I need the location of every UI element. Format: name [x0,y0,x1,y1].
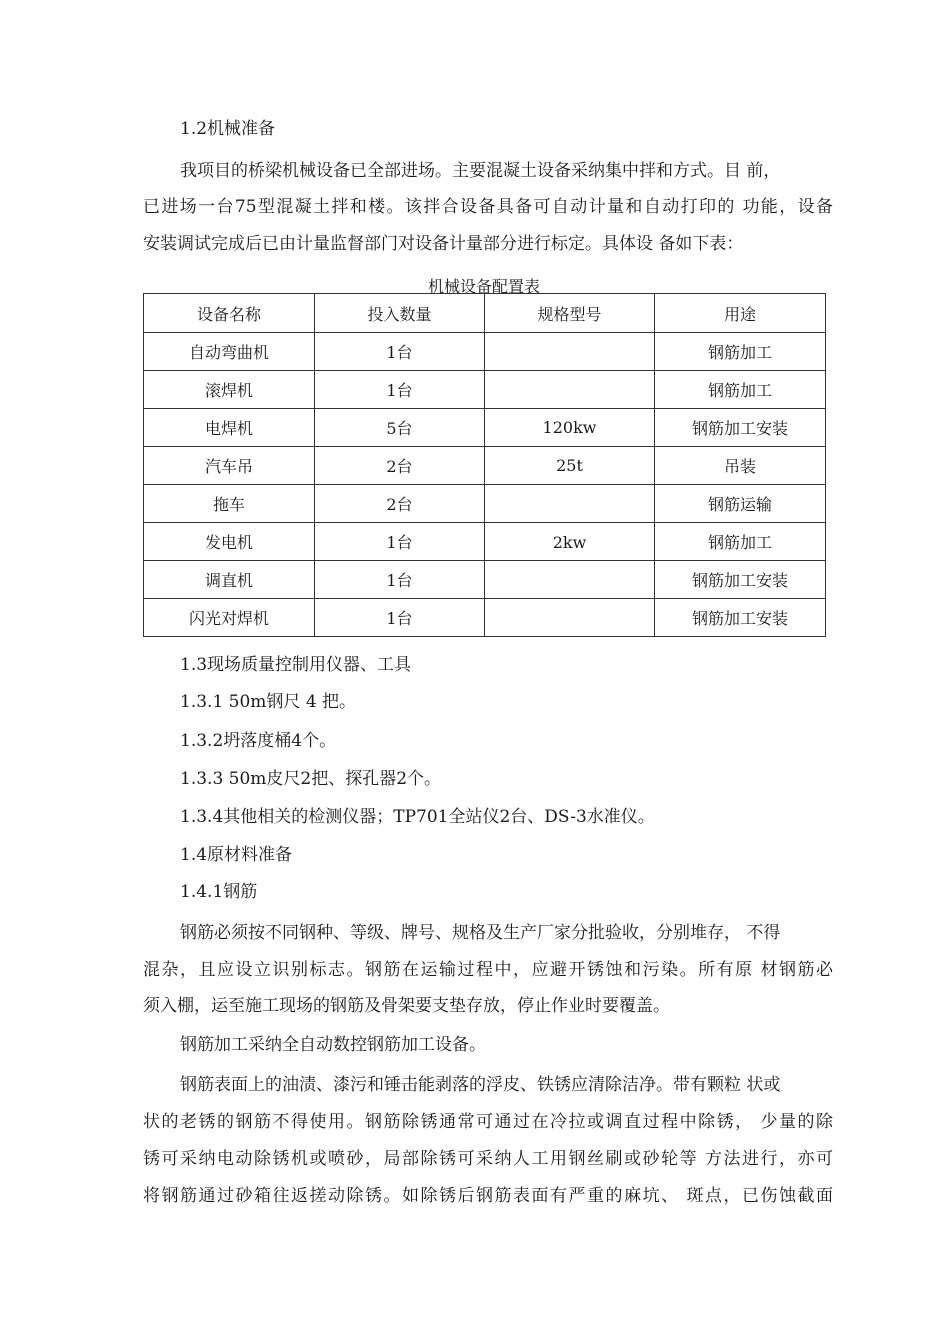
cell-qty: 5台 [315,409,485,447]
cell-purpose: 吊装 [655,447,826,485]
cell-purpose: 钢筋加工 [655,523,826,561]
section-heading-1-3: 1.3现场质量控制用仪器、工具 [180,655,412,675]
list-item: 1.3.2坍落度桶4个。 [180,731,337,751]
para-line: 安装调试完成后已由计量监督部门对设备计量部分进行标定。具体设 备如下表： [143,234,744,254]
cell-qty: 2台 [315,447,485,485]
para-line: 已进场一台75型混凝土拌和楼。该拌合设备具备可自动计量和自动打印的 功能，设备 [143,197,833,217]
list-item: 1.3.4其他相关的检测仪器；TP701全站仪2台、DS-3水准仪。 [180,807,655,827]
header-spec: 规格型号 [485,294,655,333]
cell-spec [485,371,655,409]
cell-name: 发电机 [144,523,315,561]
cell-purpose: 钢筋加工 [655,333,826,371]
header-equipment-name: 设备名称 [144,294,315,333]
section-heading-1-4: 1.4原材料准备 [180,845,293,865]
table-row [144,523,826,561]
table-row [144,485,826,523]
cell-spec [485,333,655,371]
table-row [144,409,826,447]
cell-purpose: 钢筋加工 [655,371,826,409]
cell-name: 拖车 [144,485,315,523]
table-header-row [144,294,826,333]
table-row [144,599,826,637]
header-purpose: 用途 [655,294,826,333]
cell-name: 闪光对焊机 [144,599,315,637]
cell-purpose: 钢筋加工安装 [655,599,826,637]
cell-purpose: 钢筋加工安装 [655,409,826,447]
cell-qty: 1台 [315,599,485,637]
list-item: 1.3.1 50m钢尺 4 把。 [180,692,357,712]
para-line: 锈可采纳电动除锈机或喷砂，局部除锈可采纳人工用钢丝刷或砂轮等 方法进行，亦可 [143,1149,833,1169]
para-line: 须入棚，运至施工现场的钢筋及骨架要支垫存放，停止作业时要覆盖。 [143,996,670,1016]
cell-qty: 1台 [315,523,485,561]
para-line: 钢筋表面上的油渍、漆污和锤击能剥落的浮皮、铁锈应清除洁净。带有颗粒 状或 [180,1075,781,1095]
list-item: 1.3.3 50m皮尺2把、探孔器2个。 [180,769,442,789]
cell-spec [485,599,655,637]
sub-heading-1-4-1: 1.4.1钢筋 [180,882,258,902]
table-row [144,371,826,409]
para-line: 状的老锈的钢筋不得使用。钢筋除锈通常可通过在冷拉或调直过程中除锈， 少量的除 [143,1112,833,1132]
para-line: 我项目的桥梁机械设备已全部进场。主要混凝土设备采纳集中拌和方式。目 前， [180,161,781,181]
para-line: 钢筋必须按不同钢种、等级、牌号、规格及生产厂家分批验收，分别堆存， 不得 [180,923,781,943]
cell-purpose: 钢筋运输 [655,485,826,523]
cell-spec: 120kw [485,409,655,447]
cell-qty: 2台 [315,485,485,523]
cell-spec: 25t [485,447,655,485]
cell-name: 调直机 [144,561,315,599]
cell-name: 汽车吊 [144,447,315,485]
cell-spec [485,485,655,523]
cell-qty: 1台 [315,371,485,409]
header-quantity: 投入数量 [315,294,485,333]
equipment-table [143,293,826,637]
para-line: 钢筋加工采纳全自动数控钢筋加工设备。 [180,1035,486,1055]
table-row [144,447,826,485]
cell-qty: 1台 [315,333,485,371]
cell-spec [485,561,655,599]
table-caption: 机械设备配置表 [427,277,540,296]
cell-purpose: 钢筋加工安装 [655,561,826,599]
section-heading-1-2: 1.2机械准备 [180,119,276,139]
para-line: 将钢筋通过砂箱往返搓动除锈。如除锈后钢筋表面有严重的麻坑、 斑点，已伤蚀截面 [143,1186,833,1206]
cell-qty: 1台 [315,561,485,599]
para-line: 混杂，且应设立识别标志。钢筋在运输过程中，应避开锈蚀和污染。所有原 材钢筋必 [143,960,833,980]
table-row [144,333,826,371]
cell-name: 自动弯曲机 [144,333,315,371]
cell-name: 电焊机 [144,409,315,447]
table-row [144,561,826,599]
cell-spec: 2kw [485,523,655,561]
cell-name: 滚焊机 [144,371,315,409]
